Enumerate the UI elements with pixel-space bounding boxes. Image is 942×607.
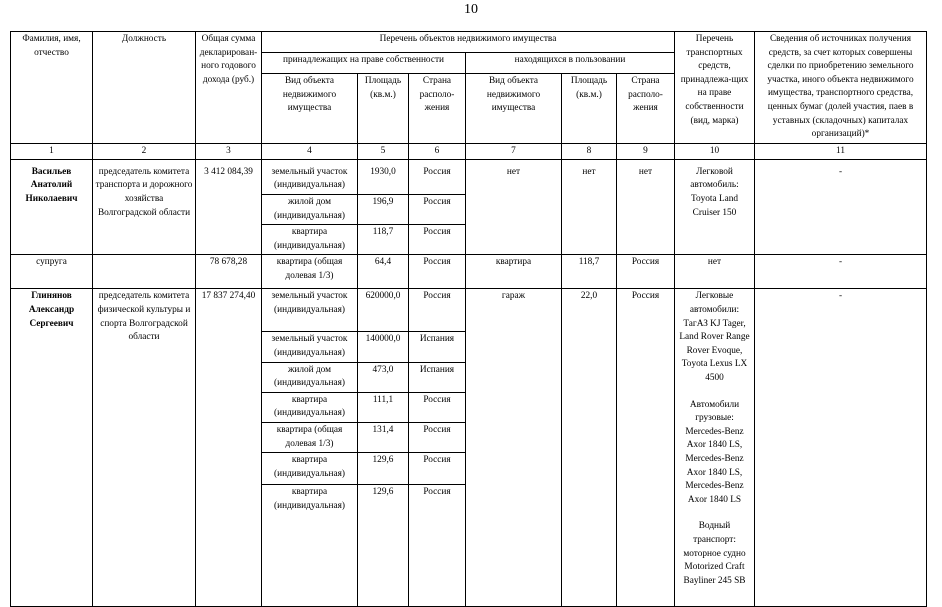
owned-type: квартира (общая долевая 1/3) [262,422,358,452]
owned-country: Россия [409,225,466,255]
used-country: Россия [617,255,675,289]
person-income: 3 412 084,39 [196,165,262,255]
person-name: Глинянов Александр Сергеевич [11,289,93,607]
person-position: председатель комитета транспорта и дорожного хозяйства Волгоградской области [93,165,196,255]
owned-type: жилой дом (индивидуальная) [262,195,358,225]
owned-area: 473,0 [358,362,409,392]
person-income: 17 837 274,40 [196,289,262,607]
header-used-type: Вид объекта недвижимого имущества [466,74,562,143]
owned-area: 129,6 [358,453,409,485]
column-number: 2 [93,143,196,160]
owned-country: Россия [409,255,466,289]
header-owned-type: Вид объекта недвижимого имущества [262,74,358,143]
owned-area: 1930,0 [358,165,409,195]
header-realty-group: Перечень объектов недвижимого имущества [262,32,675,53]
owned-country: Россия [409,289,466,332]
column-number: 3 [196,143,262,160]
header-used-area: Площадь (кв.м.) [562,74,617,143]
transport [675,289,755,607]
used-type: гараж [466,289,562,607]
owned-type: квартира (индивидуальная) [262,225,358,255]
header-used-country: Страна располо-жения [617,74,675,143]
owned-country: Россия [409,195,466,225]
transport-water: Водный транспорт: моторное судно Motorized Craft Bayliner 245 SB [683,521,746,586]
column-number: 9 [617,143,675,160]
used-country: нет [617,165,675,255]
owned-type: квартира (общая долевая 1/3) [262,255,358,289]
person-position [93,255,196,289]
column-number: 1 [11,143,93,160]
table-row [11,255,927,289]
column-number: 4 [262,143,358,160]
page-number: 10 [464,2,478,17]
owned-type: земельный участок (индивидуальная) [262,165,358,195]
column-number: 7 [466,143,562,160]
owned-country: Россия [409,165,466,195]
header-transport: Перечень транспортных средств, принадлежа-щих на праве собственности (вид, марка) [675,32,755,144]
used-type: квартира [466,255,562,289]
column-number: 5 [358,143,409,160]
owned-country: Испания [409,362,466,392]
owned-area: 196,9 [358,195,409,225]
owned-type: квартира (индивидуальная) [262,392,358,422]
header-name: Фамилия, имя, отчество [11,32,93,144]
column-number: 8 [562,143,617,160]
owned-area: 131,4 [358,422,409,452]
used-type: нет [466,165,562,255]
table-row [11,289,927,332]
owned-type: жилой дом (индивидуальная) [262,362,358,392]
owned-type: квартира (индивидуальная) [262,453,358,485]
owned-country: Россия [409,485,466,607]
person-position: председатель комитета физической культуры и спорта Волгоградской области [93,289,196,607]
column-number: 11 [755,143,927,160]
header-owned-country: Страна располо-жения [409,74,466,143]
owned-country: Испания [409,332,466,362]
owned-area: 64,4 [358,255,409,289]
owned-area: 118,7 [358,225,409,255]
column-number: 10 [675,143,755,160]
owned-area: 111,1 [358,392,409,422]
table-row [11,165,927,195]
column-number: 6 [409,143,466,160]
header-used-group: находящихся в пользовании [466,53,675,74]
owned-area: 620000,0 [358,289,409,332]
owned-type: квартира (индивидуальная) [262,485,358,607]
transport-cars: Легковые автомобили: ТагАЗ KJ Tager, Land Rover Range Rover Evoque, Toyota Lexus LX 4500 [679,291,750,383]
person-income: 78 678,28 [196,255,262,289]
declaration-table [10,31,927,607]
header-income: Общая сумма декларирован-ного годового дохода (руб.) [196,32,262,144]
owned-country: Россия [409,422,466,452]
sources: - [755,289,927,607]
person-name: супруга [11,255,93,289]
header-owned-area: Площадь (кв.м.) [358,74,409,143]
transport-trucks: Автомобили грузовые: Mercedes-Benz Axor 1840 LS, Mercedes-Benz Axor 1840 LS, Mercedes-Benz Axor 1840 LS [685,399,744,505]
owned-area: 140000,0 [358,332,409,362]
sources: - [755,255,927,289]
person-name: Васильев Анатолий Николаевич [11,165,93,255]
owned-type: земельный участок (индивидуальная) [262,332,358,362]
owned-country: Россия [409,392,466,422]
transport: Легковой автомобиль: Toyota Land Cruiser 150 [675,165,755,255]
used-country: Россия [617,289,675,607]
header-owned-group: принадлежащих на праве собственности [262,53,466,74]
transport: нет [675,255,755,289]
used-area: 22,0 [562,289,617,607]
used-area: нет [562,165,617,255]
header-sources: Сведения об источниках получения средств, за счет которых совершены сделки по приобретению земельного участка, иного объекта недвижимого имущества, транспортного средства, ценных бумаг (долей участия, паев в уставных (складочных) капиталах организаций)* [755,32,927,144]
owned-country: Россия [409,453,466,485]
header-position: Должность [93,32,196,144]
used-area: 118,7 [562,255,617,289]
owned-type: земельный участок (индивидуальная) [262,289,358,332]
sources: - [755,165,927,255]
owned-area: 129,6 [358,485,409,607]
